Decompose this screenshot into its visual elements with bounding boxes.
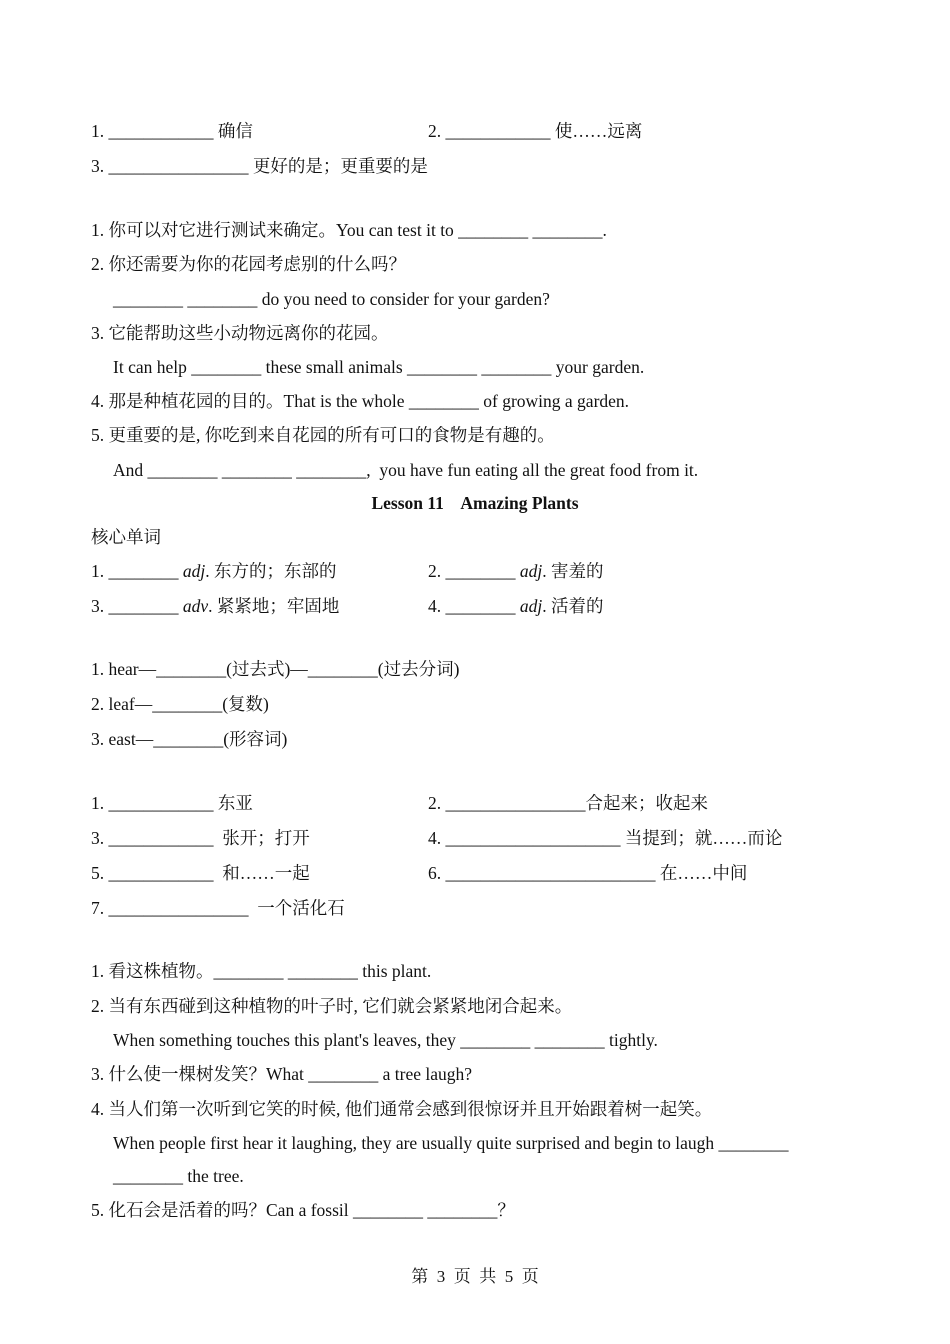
core-word-item [428, 595, 604, 617]
sentence-item: 4. 那是种植花园的目的。That is the whole ________ of growing a garden. [91, 391, 630, 411]
core-word-blank: 4. ________ [428, 596, 520, 616]
lesson-title: Lesson 11 Amazing Plants [371, 493, 579, 513]
sentence-english: When people first hear it laughing, they are usually quite surprised and begin to laugh ________ [113, 1133, 789, 1153]
core-word-definition: . 活着的 [542, 596, 604, 616]
core-word-definition: . 东方的；东部的 [205, 561, 337, 581]
word-form-item: 3. east—________(形容词) [91, 729, 288, 749]
phrase-item: 2. ____________ 使……远离 [428, 121, 643, 141]
phrase-item: 4. ____________________ 当提到；就……而论 [428, 828, 783, 848]
part-of-speech: adj [519, 596, 543, 616]
section-heading: 核心单词 [91, 527, 161, 547]
phrase-item: 3. ____________ 张开；打开 [91, 828, 310, 848]
part-of-speech: adv [182, 596, 209, 616]
sentence-english: And ________ ________ ________, you have fun eating all the great food from it. [113, 460, 699, 480]
core-word-blank: 2. ________ [428, 561, 520, 581]
core-word-blank: 3. ________ [91, 596, 183, 616]
page-number: 第 3 页 共 5 页 [411, 1267, 539, 1286]
phrase-item: 6. ________________________ 在……中间 [428, 863, 748, 883]
phrase-item: 7. ________________ 一个活化石 [91, 898, 345, 918]
sentence-item: 2. 当有东西碰到这种植物的叶子时, 它们就会紧紧地闭合起来。 [91, 996, 573, 1016]
sentence-item: 1. 看这株植物。________ ________ this plant. [91, 961, 432, 981]
sentence-english: It can help ________ these small animals ________ ________ your garden. [113, 357, 645, 377]
core-word-item [91, 595, 339, 617]
core-word-blank: 1. ________ [91, 561, 183, 581]
core-word-item [91, 560, 337, 582]
sentence-item: 2. 你还需要为你的花园考虑别的什么吗？ [91, 254, 406, 274]
phrase-item: 2. ________________合起来；收起来 [428, 793, 708, 813]
phrase-item: 5. ____________ 和……一起 [91, 863, 310, 883]
sentence-english: ________ the tree. [113, 1166, 244, 1186]
sentence-item: 1. 你可以对它进行测试来确定。You can test it to ________ ________. [91, 220, 607, 240]
sentence-english: ________ ________ do you need to consider for your garden? [113, 289, 550, 309]
core-word-item [428, 560, 604, 582]
core-word-definition: . 害羞的 [542, 561, 604, 581]
part-of-speech: adj [182, 561, 206, 581]
part-of-speech: adj [519, 561, 543, 581]
word-form-item: 1. hear—________(过去式)—________(过去分词) [91, 659, 460, 679]
sentence-item: 3. 它能帮助这些小动物远离你的花园。 [91, 323, 389, 343]
sentence-item: 3. 什么使一棵树发笑？What ________ a tree laugh? [91, 1064, 473, 1084]
sentence-item: 4. 当人们第一次听到它笑的时候, 他们通常会感到很惊讶并且开始跟着树一起笑。 [91, 1099, 713, 1119]
sentence-item: 5. 更重要的是, 你吃到来自花园的所有可口的食物是有趣的。 [91, 425, 555, 445]
core-word-definition: . 紧紧地；牢固地 [208, 596, 340, 616]
phrase-item: 1. ____________ 确信 [91, 121, 253, 141]
phrase-item: 1. ____________ 东亚 [91, 793, 253, 813]
word-form-item: 2. leaf—________(复数) [91, 694, 269, 714]
sentence-item: 5. 化石会是活着的吗？Can a fossil ________ ________？ [91, 1200, 515, 1220]
phrase-item: 3. ________________ 更好的是；更重要的是 [91, 156, 428, 176]
sentence-english: When something touches this plant's leaves, they ________ ________ tightly. [113, 1030, 658, 1050]
